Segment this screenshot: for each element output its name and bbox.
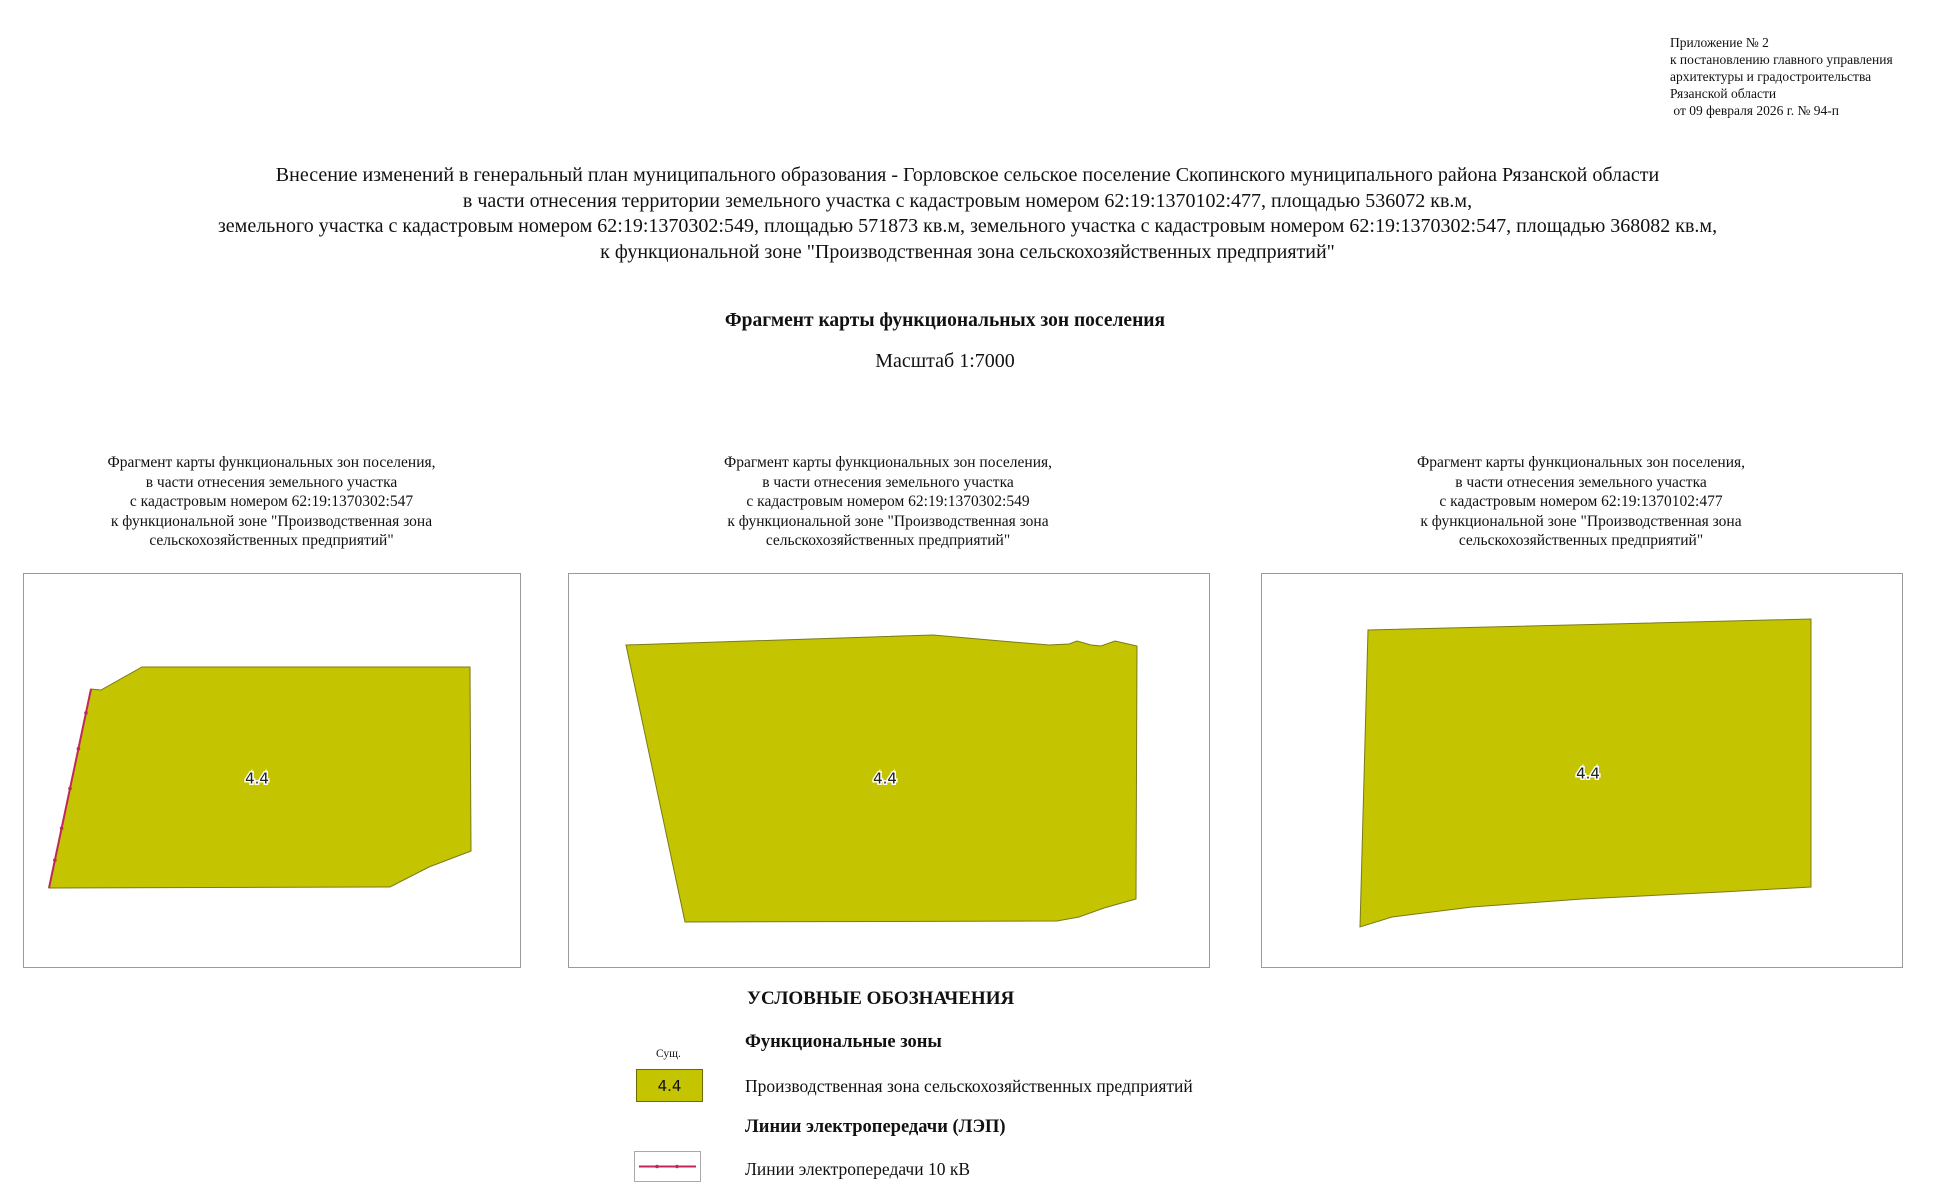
scale-label: Масштаб 1:7000 (875, 350, 1015, 372)
legend-zones-header: Функциональные зоны (745, 1032, 942, 1052)
map-3-caption (1261, 453, 1901, 551)
map-3-caption-line: Фрагмент карты функциональных зон поселения, (1416, 454, 1745, 471)
legend-line-name: Линии электропередачи 10 кВ (745, 1159, 971, 1179)
map-2-caption (568, 453, 1208, 551)
map-2-caption-line: в части отнесения земельного участка (762, 473, 1014, 491)
map-2-caption-line: сельскохозяйственных предприятий" (765, 532, 1011, 549)
title-line-2: в части отнесения территории земельного участка с кадастровым номером 62:19:1370102:477, площадью 536072 кв.м, (462, 189, 1473, 212)
map-2-frame[interactable] (568, 573, 1210, 968)
map-3-caption-line: к функциональной зоне "Производственная зона (1420, 512, 1742, 530)
annex-line-5: от 09 февраля 2026 г. № 94-п (1670, 103, 1840, 118)
map-1-caption-line: Фрагмент карты функциональных зон поселения, (107, 454, 436, 471)
legend-existing-label: Сущ. (656, 1048, 681, 1060)
legend-zone-code: 4.4 (657, 1076, 682, 1095)
title-line-1: Внесение изменений в генеральный план муниципального образования - Горловское сельское поселение Скопинского муниципального района Рязанской области (275, 164, 1660, 186)
map-1-caption-line: с кадастровым номером 62:19:1370302:547 (129, 493, 414, 510)
map-1-caption-line: в части отнесения земельного участка (145, 473, 398, 491)
map-1-canvas (24, 574, 520, 967)
map-3-frame[interactable] (1261, 573, 1903, 968)
legend-lines-header: Линии электропередачи (ЛЭП) (745, 1117, 1006, 1137)
map-1-caption-line: сельскохозяйственных предприятий" (149, 532, 394, 549)
map-2-caption-line: с кадастровым номером 62:19:1370302:549 (746, 493, 1030, 510)
map-1-caption (23, 453, 520, 551)
map-1-frame[interactable] (23, 573, 521, 968)
map-3-canvas (1262, 574, 1902, 967)
map-1-zone-label: 4.4 (245, 769, 269, 788)
power-pole-4 (60, 827, 64, 831)
power-line-symbol-icon (635, 1152, 700, 1181)
legend-zone-name: Производственная зона сельскохозяйственных предприятий (745, 1076, 1193, 1096)
power-pole-1 (84, 711, 88, 715)
power-pole-5 (53, 858, 57, 862)
legend-zone-swatch (636, 1069, 703, 1102)
map-1-caption-line: к функциональной зоне "Производственная зона (110, 512, 433, 530)
power-pole-2 (77, 747, 81, 751)
annex-line-4: Рязанской области (1670, 86, 1777, 101)
map-2-canvas (569, 574, 1209, 967)
map-2-caption-line: к функциональной зоне "Производственная зона (727, 512, 1049, 530)
title-line-4: к функциональной зоне "Производственная зона сельскохозяйственных предприятий" (600, 240, 1335, 263)
map-3-caption-line: в части отнесения земельного участка (1455, 473, 1707, 491)
power-pole-3 (68, 787, 72, 791)
annex-line-3: архитектуры и градостроительства (1670, 69, 1872, 84)
map-3-zone-label: 4.4 (1576, 764, 1600, 783)
annex-block (1670, 34, 1893, 119)
document-title (0, 163, 1935, 265)
annex-line-2: к постановлению главного управления (1670, 52, 1893, 67)
fragment-title: Фрагмент карты функциональных зон поселения (724, 310, 1166, 331)
annex-line-1: Приложение № 2 (1670, 35, 1769, 50)
map-3-caption-line: сельскохозяйственных предприятий" (1458, 532, 1704, 549)
legend-power-line-symbol (634, 1151, 701, 1182)
map-2-zone-label: 4.4 (873, 769, 897, 788)
title-line-3: земельного участка с кадастровым номером 62:19:1370302:549, площадью 571873 кв.м, земельного участка с кадастровым номером 62:19:1370302:547, площадью 368082 кв.м, (217, 215, 1718, 237)
legend-title: УСЛОВНЫЕ ОБОЗНАЧЕНИЯ (747, 988, 1015, 1009)
map-3-caption-line: с кадастровым номером 62:19:1370102:477 (1439, 493, 1723, 510)
map-2-caption-line: Фрагмент карты функциональных зон поселения, (723, 454, 1052, 471)
